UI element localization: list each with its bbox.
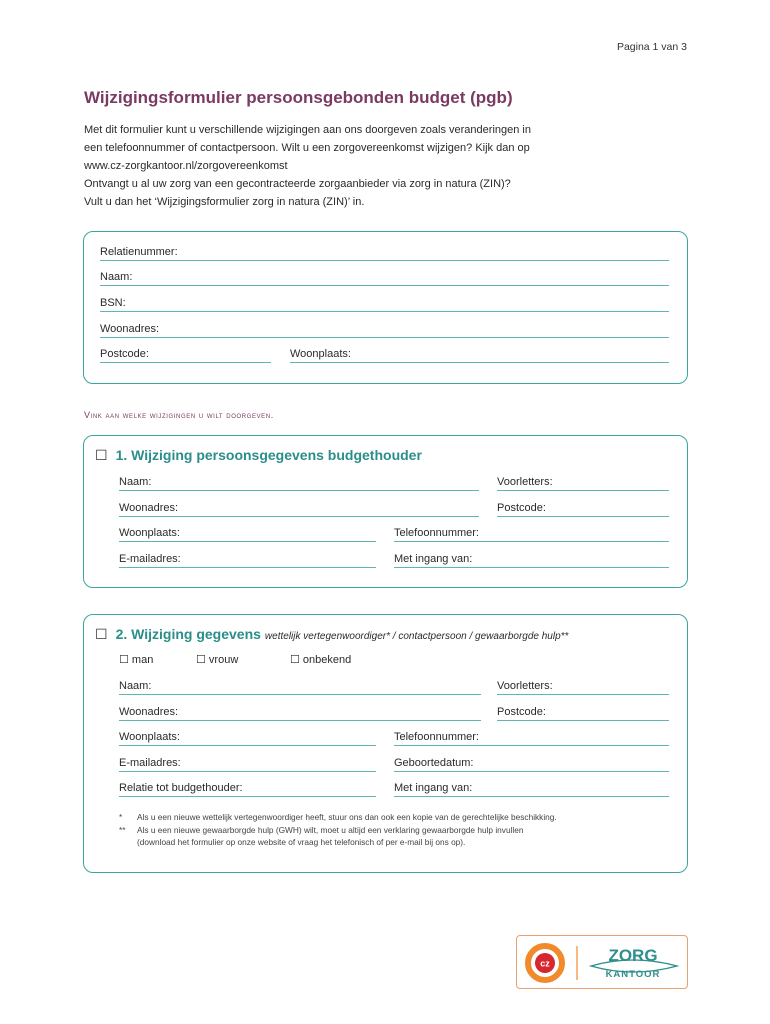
s1-naam-field[interactable]: Naam: — [119, 475, 479, 491]
intro-link[interactable]: www.cz-zorgkantoor.nl/zorgovereenkomst — [84, 160, 288, 172]
footnotes — [119, 811, 557, 849]
section1-checkbox[interactable]: ☐ — [95, 447, 108, 463]
logo-badge-text: cz — [540, 958, 550, 969]
intro-line: Ontvangt u al uw zorg van een gecontracteerde zorgaanbieder via zorg in natura (ZIN)? — [84, 178, 511, 190]
page-title: Wijzigingsformulier persoonsgebonden budget (pgb) — [84, 88, 513, 107]
footnote: ** Als u een nieuwe gewaarborgde hulp (GWH) wilt, moet u altijd een verklaring gewaarborgde hulp invullen — [119, 824, 524, 835]
logo-text-zorg: ZORG — [608, 946, 658, 965]
intro-line: Met dit formulier kunt u verschillende wijzigingen aan ons doorgeven zoals veranderingen in — [84, 124, 531, 136]
section2-header — [95, 626, 568, 643]
postcode-field[interactable]: Postcode: — [100, 347, 271, 363]
cz-zorgkantoor-logo — [516, 935, 688, 989]
s1-woonplaats-field[interactable]: Woonplaats: — [119, 526, 376, 542]
logo-text-kantoor: KANTOOR — [605, 969, 661, 980]
s1-telefoon-field[interactable]: Telefoonnummer: — [394, 526, 669, 542]
footnote: (download het formulier op onze website of vraag het telefonisch of per e-mail bij ons op). — [137, 837, 466, 847]
section1-title: 1. Wijziging persoonsgegevens budgethouder — [115, 447, 422, 463]
s1-postcode-field[interactable]: Postcode: — [497, 501, 669, 517]
instruction-text: Vink aan welke wijzigingen u wilt doorgeven. — [84, 410, 274, 420]
s2-woonadres-field[interactable]: Woonadres: — [119, 705, 481, 721]
relatienummer-field[interactable]: Relatienummer: — [100, 245, 669, 261]
section1-header — [95, 447, 422, 464]
intro-line: een telefoonnummer of contactpersoon. Wilt u een zorgovereenkomst wijzigen? Kijk dan op — [84, 142, 530, 154]
logo-graphic — [517, 936, 689, 990]
s2-voorletters-field[interactable]: Voorletters: — [497, 679, 669, 695]
s2-ingang-field[interactable]: Met ingang van: — [394, 781, 669, 797]
s2-woonplaats-field[interactable]: Woonplaats: — [119, 730, 376, 746]
gender-vrouw-checkbox[interactable]: ☐ vrouw — [196, 654, 239, 666]
s2-email-field[interactable]: E-mailadres: — [119, 756, 376, 772]
intro-line: Vult u dan het ‘Wijzigingsformulier zorg in natura (ZIN)’ in. — [84, 196, 365, 208]
naam-field[interactable]: Naam: — [100, 270, 669, 286]
s1-voorletters-field[interactable]: Voorletters: — [497, 475, 669, 491]
s2-naam-field[interactable]: Naam: — [119, 679, 481, 695]
section2-title: 2. Wijziging gegevens — [115, 626, 261, 642]
bsn-field[interactable]: BSN: — [100, 296, 669, 312]
s2-telefoon-field[interactable]: Telefoonnummer: — [394, 730, 669, 746]
gender-man-checkbox[interactable]: ☐ man — [119, 654, 154, 666]
s1-ingang-field[interactable]: Met ingang van: — [394, 552, 669, 568]
woonadres-field[interactable]: Woonadres: — [100, 322, 669, 338]
s2-relatie-field[interactable]: Relatie tot budgethouder: — [119, 781, 376, 797]
woonplaats-field[interactable]: Woonplaats: — [290, 347, 669, 363]
intro-text — [84, 121, 644, 211]
footnote: * Als u een nieuwe wettelijk vertegenwoordiger heeft, stuur ons dan ook een kopie van de gerechtelijke beschikking. — [119, 812, 557, 822]
section2-checkbox[interactable]: ☐ — [95, 626, 108, 642]
page-number: Pagina 1 van 3 — [616, 41, 687, 53]
gender-onbekend-checkbox[interactable]: ☐ onbekend — [290, 654, 352, 666]
s1-email-field[interactable]: E-mailadres: — [119, 552, 376, 568]
s2-postcode-field[interactable]: Postcode: — [497, 705, 669, 721]
s2-geboortedatum-field[interactable]: Geboortedatum: — [394, 756, 669, 772]
s1-woonadres-field[interactable]: Woonadres: — [119, 501, 479, 517]
section2-subtitle: wettelijk vertegenwoordiger* / contactpersoon / gewaarborgde hulp** — [264, 631, 569, 642]
